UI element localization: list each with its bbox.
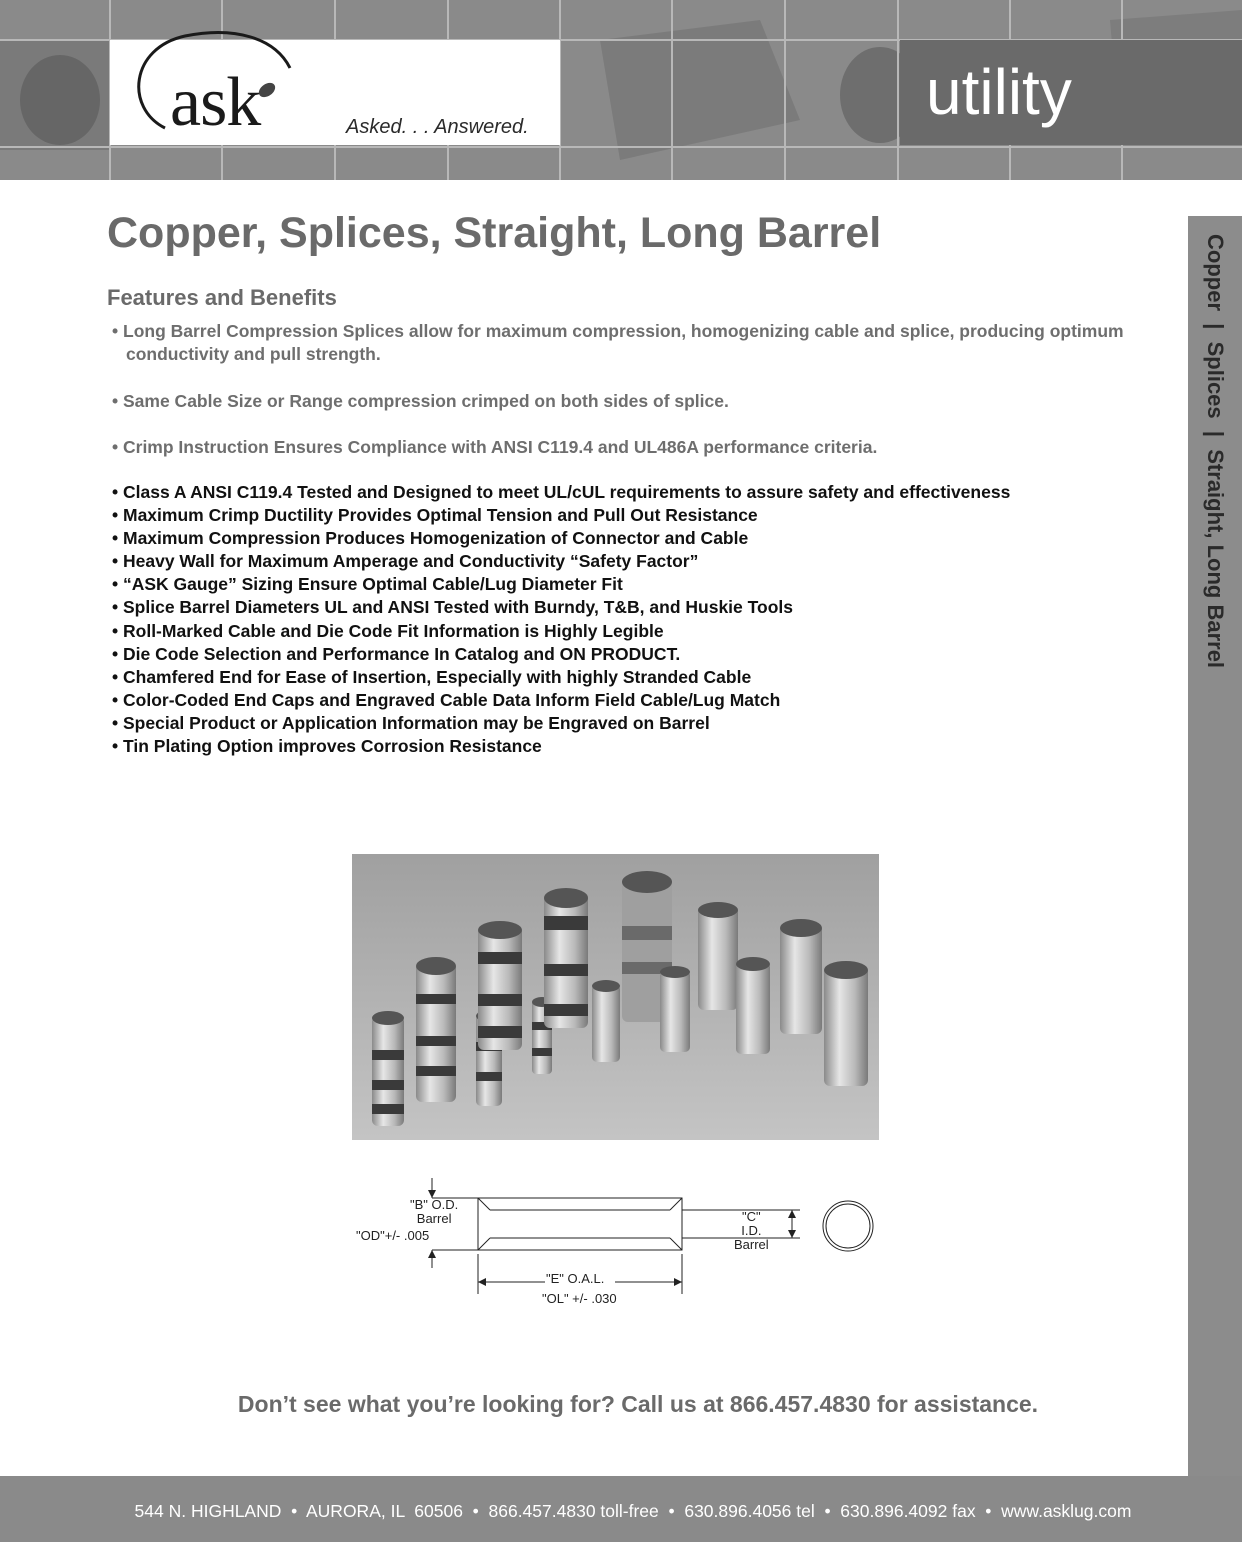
splice-tube-10 — [698, 902, 738, 1010]
intro-bullet: • Crimp Instruction Ensures Compliance with ANSI C119.4 and UL486A performance criteria. — [112, 437, 878, 457]
benefit-item: • Splice Barrel Diameters UL and ANSI Tested with Burndy, T&B, and Huskie Tools — [112, 596, 1010, 619]
benefit-item: • Roll-Marked Cable and Die Code Fit Information is Highly Legible — [112, 620, 1010, 643]
b-od-label-line2: Barrel — [416, 1211, 452, 1226]
b-od-label — [410, 1198, 458, 1226]
benefit-item: • “ASK Gauge” Sizing Ensure Optimal Cable/Lug Diameter Fit — [112, 573, 1010, 596]
splice-tube-11 — [736, 957, 770, 1054]
benefit-item: • Chamfered End for Ease of Insertion, Especially with highly Stranded Cable — [112, 666, 1010, 689]
features-heading: Features and Benefits — [107, 285, 337, 310]
benefit-item: • Tin Plating Option improves Corrosion Resistance — [112, 735, 1010, 758]
c-id-label-line3: Barrel — [734, 1237, 769, 1252]
dimension-diagram — [350, 1170, 890, 1310]
splice-tube-6 — [544, 888, 588, 1028]
benefit-item: • Color-Coded End Caps and Engraved Cable Data Inform Field Cable/Lug Match — [112, 689, 1010, 712]
intro-bullet: • Long Barrel Compression Splices allow for maximum compression, homogenizing cable and splice, producing optimum conductivity and pull strength. — [112, 321, 1124, 364]
c-id-label — [734, 1210, 769, 1252]
splice-tube-9 — [660, 966, 690, 1052]
benefit-item: • Special Product or Application Information may be Engraved on Barrel — [112, 712, 1010, 735]
page-title: Copper, Splices, Straight, Long Barrel — [107, 209, 882, 257]
intro-bullet: • Same Cable Size or Range compression crimped on both sides of splice. — [112, 391, 729, 411]
logo-wordmark: ask — [170, 64, 261, 141]
intro-bullet-text: Crimp Instruction Ensures Compliance with ANSI C119.4 and UL486A performance criteria. — [123, 437, 878, 457]
e-oal-label: "E" O.A.L. — [546, 1271, 605, 1286]
splice-drawing — [350, 1170, 890, 1310]
product-photo — [352, 854, 879, 1140]
splices-photo-graphic — [352, 854, 879, 1140]
side-category-label: Copper | Splices | Straight, Long Barrel — [1203, 234, 1228, 669]
splice-tube-12 — [780, 919, 822, 1034]
c-id-label-line2: I.D. — [741, 1223, 762, 1238]
ol-tolerance-label: "OL" +/- .030 — [542, 1291, 617, 1306]
splice-tube-4 — [478, 921, 522, 1050]
splice-tube-7 — [592, 980, 620, 1062]
footer-contact: 544 N. HIGHLAND • AURORA, IL 60506 • 866.457.4830 toll-free • 630.896.4056 tel • 630.896.4092 fax • www.asklug.com — [134, 1501, 1132, 1521]
section-label: utility — [926, 56, 1072, 128]
splice-tube-13 — [824, 961, 868, 1086]
benefit-item: • Heavy Wall for Maximum Amperage and Conductivity “Safety Factor” — [112, 550, 1010, 573]
intro-bullet-text: Long Barrel Compression Splices allow for maximum compression, homogenizing cable and splice, producing optimum conductivity and pull strength. — [123, 321, 1124, 364]
splice-tube-2 — [416, 957, 456, 1102]
intro-bullet-text: Same Cable Size or Range compression crimped on both sides of splice. — [123, 391, 729, 411]
splice-tube-1 — [372, 1011, 404, 1126]
benefit-item: • Class A ANSI C119.4 Tested and Designed to meet UL/cUL requirements to assure safety and effectiveness — [112, 481, 1010, 504]
benefits-list — [112, 481, 1010, 758]
c-id-label-line1: "C" — [742, 1209, 761, 1224]
call-to-action: Don’t see what you’re looking for? Call us at 866.457.4830 for assistance. — [237, 1391, 1039, 1417]
tagline: Asked. . . Answered. — [346, 116, 529, 138]
benefit-item: • Maximum Compression Produces Homogenization of Connector and Cable — [112, 527, 1010, 550]
od-tolerance-label: "OD"+/- .005 — [356, 1228, 430, 1243]
benefit-item: • Die Code Selection and Performance In Catalog and ON PRODUCT. — [112, 643, 1010, 666]
b-od-label-line1: "B" O.D. — [410, 1197, 459, 1212]
benefit-item: • Maximum Crimp Ductility Provides Optimal Tension and Pull Out Resistance — [112, 504, 1010, 527]
